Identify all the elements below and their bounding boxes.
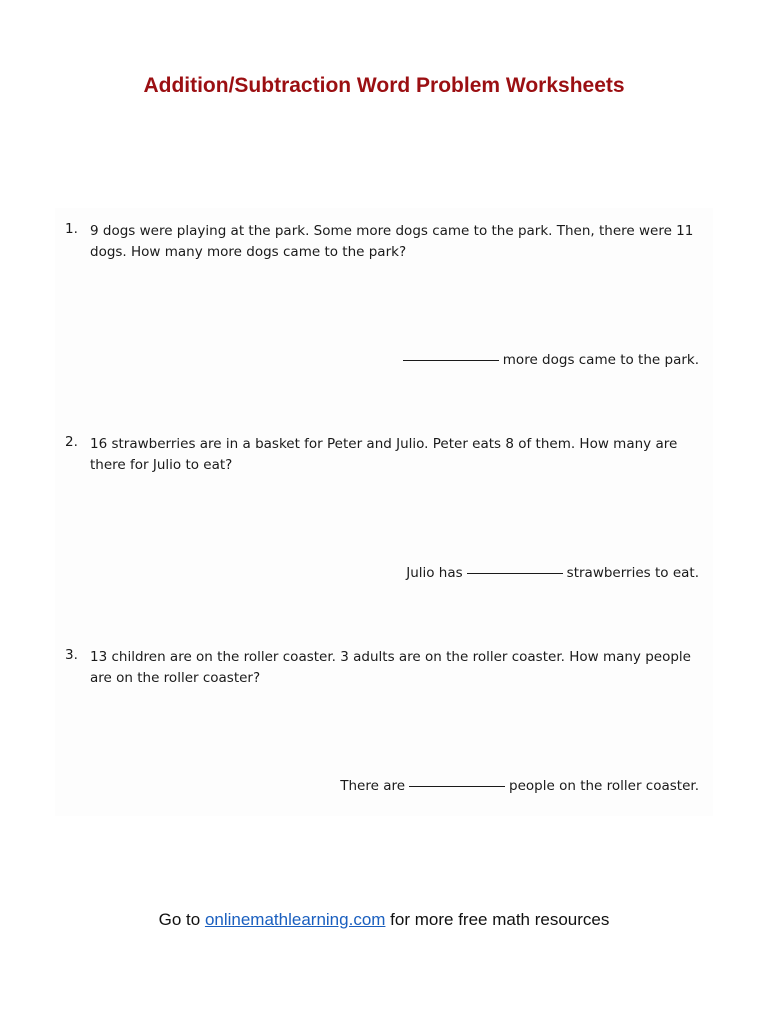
answer-blank <box>403 360 499 361</box>
answer-prefix: There are <box>340 778 406 794</box>
site-link[interactable]: onlinemathlearning.com <box>204 910 386 929</box>
answer-suffix: more dogs came to the park. <box>502 352 699 368</box>
answer-line <box>340 778 699 794</box>
problem-text: 13 children are on the roller coaster. 3 adults are on the roller coaster. How many people are on the roller coaster? <box>90 649 691 686</box>
page-title: Addition/Subtraction Word Problem Worksheets <box>143 74 625 97</box>
answer-suffix: strawberries to eat. <box>566 565 699 581</box>
problem-number: 3. <box>65 647 78 663</box>
worksheet-image <box>55 208 713 816</box>
problem-number: 2. <box>65 434 78 450</box>
problem-number: 1. <box>65 221 78 237</box>
footer <box>0 910 768 930</box>
footer-prefix: Go to <box>158 910 201 929</box>
answer-blank <box>467 573 563 574</box>
answer-prefix: Julio has <box>406 565 463 581</box>
answer-line <box>406 565 699 581</box>
answer-line <box>399 352 699 368</box>
footer-suffix: for more free math resources <box>390 910 610 929</box>
answer-blank <box>409 786 505 787</box>
problem-text: 16 strawberries are in a basket for Peter and Julio. Peter eats 8 of them. How many are there for Julio to eat? <box>90 436 678 473</box>
answer-suffix: people on the roller coaster. <box>509 778 699 794</box>
problem-text: 9 dogs were playing at the park. Some more dogs came to the park. Then, there were 11 dogs. How many more dogs came to the park? <box>90 223 694 260</box>
